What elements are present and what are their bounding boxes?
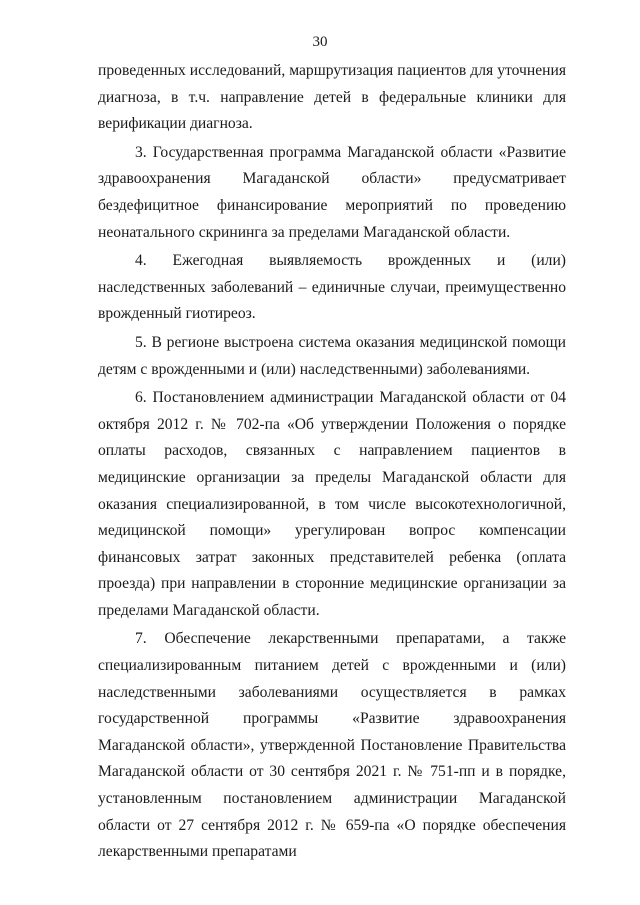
- paragraph-4-detection: 4. Ежегодная выявляемость врожденных и (или) наследственных заболеваний – единичные случаи, преимущественно врожденный гиотиреоз.: [98, 252, 566, 323]
- paragraph-3-funding: 3. Государственная программа Магаданской области «Развитие здравоохранения Магаданской области» предусматривает бездефицитное финансирование мероприятий по проведению неонатального скрининга за пределами Магаданской области.: [98, 143, 566, 241]
- page-number: 30: [312, 34, 328, 50]
- paragraph-7-medications: 7. Обеспечение лекарственными препаратами, а также специализированным питанием детей с врожденными и (или) наследственными заболеваниями осуществляется в рамках государственной программы «Развитие здравоохранения Магаданской области», утвержденной Постановление Правительства Магаданской области от 30 сентября 2021 г. № 751-пп и в порядке, установленным постановлением администрации Магаданской области от 27 сентября 2012 г. № 659-па «О порядке обеспечения лекарственными препаратами: [98, 630, 566, 861]
- document-body: [98, 58, 566, 868]
- paragraph-5-care-system: 5. В регионе выстроена система оказания медицинской помощи детям с врожденными и (или) наследственными) заболеваниями.: [98, 333, 566, 378]
- paragraph-continuation: проведенных исследований, маршрутизация пациентов для уточнения диагноза, в т.ч. направление детей в федеральные клиники для верификации диагноза.: [98, 62, 566, 133]
- paragraph-6-resolution: 6. Постановлением администрации Магаданской области от 04 октября 2012 г. № 702-па «Об утверждении Положения о порядке оплаты расходов, связанных с направлением пациентов в медицинские организации за пределы Магаданской области для оказания специализированной, в том числе высокотехнологичной, медицинской помощи» урегулирован вопрос компенсации финансовых затрат законных представителей ребенка (оплата проезда) при направлении в сторонние медицинские организации за пределами Магаданской области.: [98, 389, 566, 619]
